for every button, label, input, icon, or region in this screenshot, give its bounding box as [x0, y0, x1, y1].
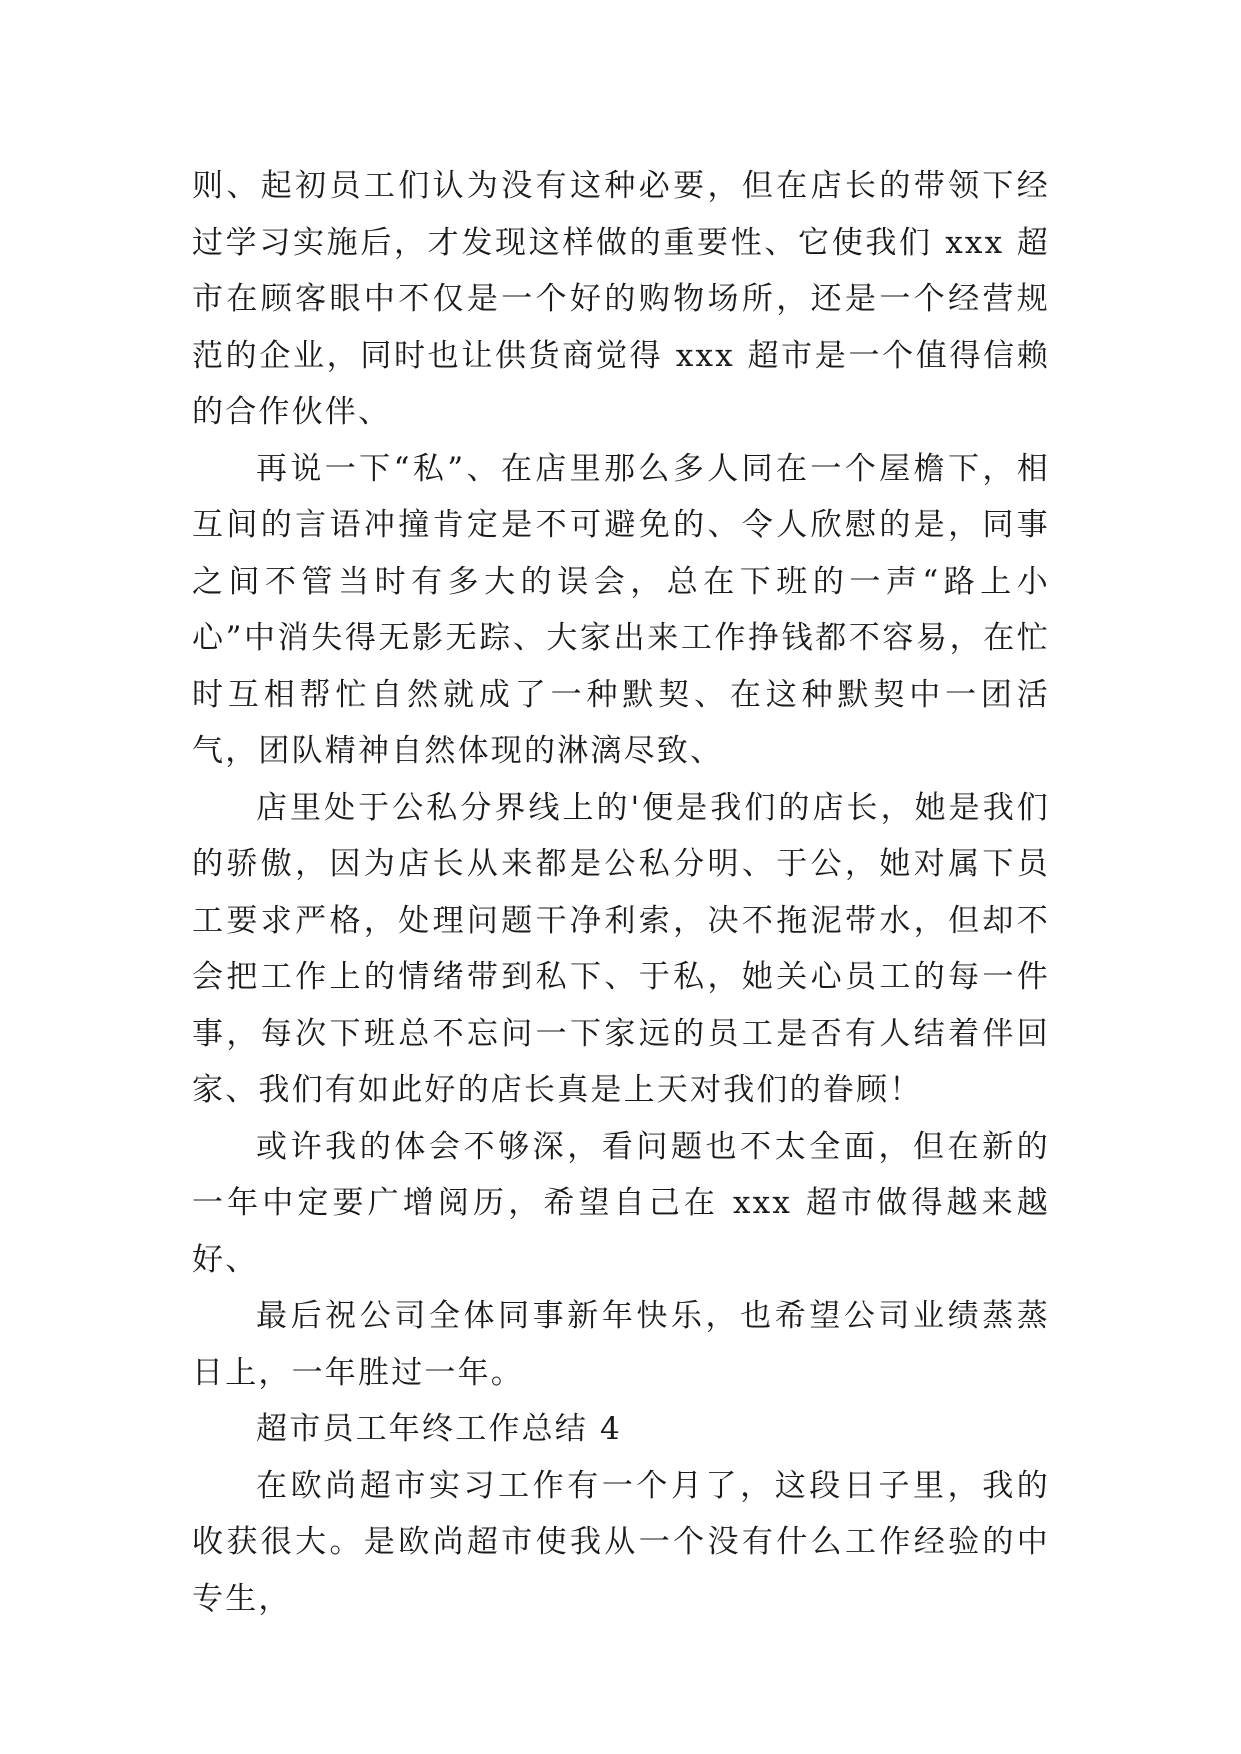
document-body	[192, 158, 1050, 1627]
paragraph-rules-continuation: 则、起初员工们认为没有这种必要，但在店长的带领下经过学习实施后，才发现这样做的重要性、它使我们 xxx 超市在顾客眼中不仅是一个好的购物场所，还是一个经营规范的企业，同时也让供货商觉得 xxx 超市是一个值得信赖的合作伙伴、	[192, 168, 1050, 430]
section-heading: 超市员工年终工作总结 4	[256, 1411, 622, 1447]
paragraph-new-year-wishes: 最后祝公司全体同事新年快乐，也希望公司业绩蒸蒸日上，一年胜过一年。	[192, 1298, 1050, 1391]
paragraph-reflection: 或许我的体会不够深，看问题也不太全面，但在新的一年中定要广增阅历，希望自己在 xxx 超市做得越来越好、	[192, 1128, 1050, 1278]
paragraph-internship-intro: 在欧尚超市实习工作有一个月了，这段日子里，我的收获很大。是欧尚超市使我从一个没有什么工作经验的中专生，	[192, 1467, 1050, 1617]
paragraph-private-matters: 再说一下“私”、在店里那么多人同在一个屋檐下，相互间的言语冲撞肯定是不可避免的、令人欣慰的是，同事之间不管当时有多大的误会，总在下班的一声“路上小心”中消失得无影无踪、大家出来工作挣钱都不容易，在忙时互相帮忙自然就成了一种默契、在这种默契中一团活气，团队精神自然体现的淋漓尽致、	[192, 450, 1050, 769]
paragraph-store-manager: 店里处于公私分界线上的'便是我们的店长，她是我们的骄傲，因为店长从来都是公私分明、于公，她对属下员工要求严格，处理问题干净利索，决不拖泥带水，但却不会把工作上的情绪带到私下、于私，她关心员工的每一件事，每次下班总不忘问一下家远的员工是否有人结着伴回家、我们有如此好的店长真是上天对我们的眷顾！	[192, 789, 1050, 1108]
